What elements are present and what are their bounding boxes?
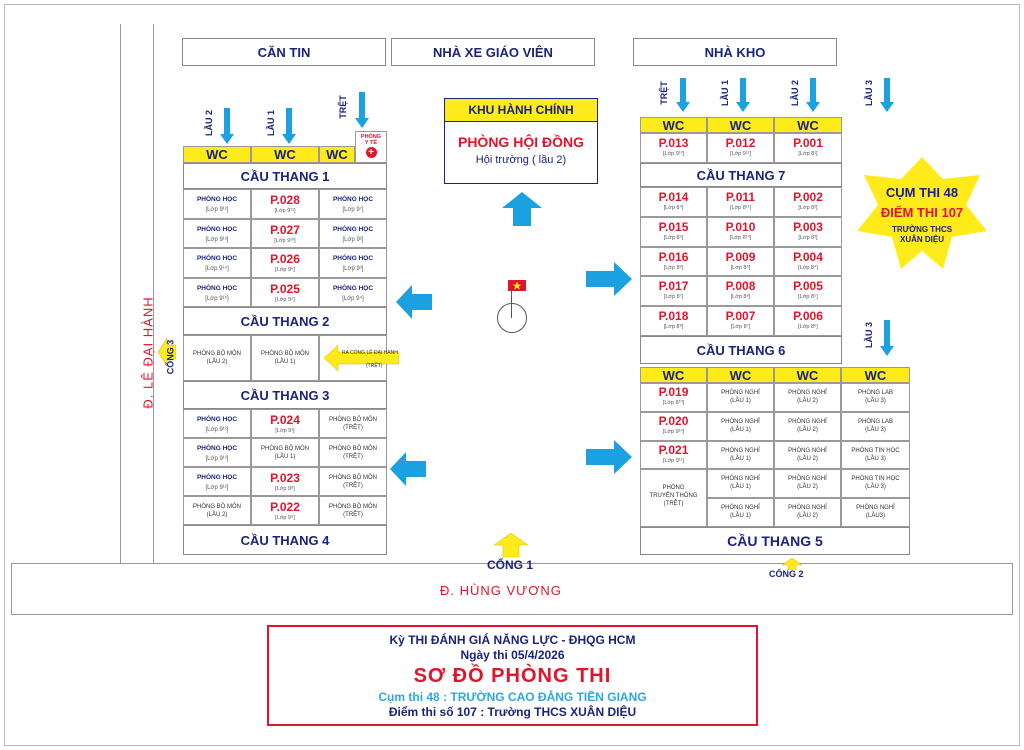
media-room-line-2: TRUYỀN THÔNG [649,493,698,500]
rest-room-name: PHÒNG LAB [857,418,893,425]
dept-room-mid-2 [251,335,319,381]
rest-room-name: PHÒNG NGHỈ [856,505,895,512]
exam-room-class: [Lớp 8⁶] [663,264,684,271]
exam-room-class: [Lớp 9⁹] [275,515,295,521]
exam-room-number: P.005 [793,279,823,294]
dept-room [319,467,387,496]
exam-room [640,133,707,163]
rest-room [707,412,774,441]
footer-title: SƠ ĐỒ PHÒNG THI [413,665,612,687]
class-room [319,189,387,219]
exam-room-class: [Lớp 9⁶] [275,267,295,273]
dept-room-name: PHÒNG BỘ MÔN [328,504,377,510]
footer-line-2: Ngày thi 05/4/2026 [460,648,565,662]
class-room-class: [Lớp 9¹³] [205,236,229,243]
exam-room [774,247,842,277]
dept-room-name: PHÒNG BỘ MÔN [328,475,377,481]
class-room [183,438,251,467]
exam-room-class: [Lớp 8¹¹] [729,205,752,211]
floor-arrow-label: LẦU 2 [790,79,801,107]
rest-room-name: PHÒNG NGHỈ [788,390,827,396]
road-bottom-label: Đ. HÙNG VƯƠNG [440,583,562,598]
stair-7: CẦU THANG 7 [640,163,842,187]
exam-room-class: [Lớp 8¹⁰] [729,234,752,241]
media-room [640,469,707,527]
exam-room-number: P.011 [725,190,756,204]
left-lower-rooms [183,409,387,525]
stair-5: CẦU THANG 5 [640,527,910,555]
exam-room-number: P.010 [725,219,756,234]
exam-room [640,383,707,412]
rest-room [774,383,841,412]
wc-right-lower-2: WC [707,367,774,383]
floor-arrow-label: LẦU 2 [204,109,215,137]
rest-room-name: PHÒNG NGHỈ [788,476,827,483]
exam-room-number: P.027 [270,222,300,237]
exam-room [640,217,707,247]
arrow-left-to-stair2-icon [396,285,432,319]
stair-2: CẦU THANG 2 [183,307,387,335]
rest-room [841,383,910,412]
floor-arrow-label: LẦU 1 [266,109,277,137]
rest-room-name: PHÒNG TIN HỌC [851,447,900,454]
dept-room [319,438,387,467]
arrow-left-to-stair4-icon [390,452,426,486]
exam-room-number: P.009 [725,249,756,264]
exam-room [640,187,707,217]
exam-room-class: [Lớp 9⁵] [275,296,295,303]
class-room-label: PHÒNG HỌC [332,284,374,292]
rest-room-name: PHÒNG NGHỈ [721,418,760,425]
exam-room-number: P.026 [270,252,300,266]
exam-room [774,306,842,336]
exam-room-class: [Lớp 9¹] [275,428,295,434]
warehouse-box: NHÀ KHO [633,38,837,66]
rest-room-floor: (LẦU 3) [865,398,886,404]
star-label-4: XUÂN DIỆU [899,235,944,244]
class-room-label: PHÒNG HỌC [332,196,374,203]
exam-room-class: [Lớp 8⁹] [730,264,751,271]
exam-room-number: P.018 [658,309,689,324]
arrow-up-to-admin-icon [502,192,542,226]
exam-room-class: [Lớp 8¹⁰] [662,400,685,406]
exam-room [707,133,774,163]
dept-room-floor: (LẦU 2) [206,512,228,518]
rest-room-floor: (LẦU 2) [797,513,818,520]
rest-room [841,498,910,527]
stair-6: CẦU THANG 6 [640,336,842,364]
rest-room-name: PHÒNG NGHỈ [721,390,760,396]
exam-room-class: [Lớp 9¹¹] [274,208,296,214]
exam-room-class: [Lớp 8⁶] [798,324,818,331]
exam-room-class: [Lớp 9⁸] [275,486,295,492]
wc-left-bottom-border [355,146,387,163]
footer-box [267,625,758,726]
rest-room [707,441,774,470]
floor-arrow-label: TRỆT [337,95,348,119]
exam-room [251,219,319,249]
stair-1: CẦU THANG 1 [183,163,387,189]
star-label-2: ĐIỂM THI 107 [880,205,964,220]
exam-room-class: [Lớp 9¹³] [662,151,685,157]
floor-arrow-icon [880,78,894,112]
dept-room-floor: (LẦU 1) [274,359,296,365]
dept-room-name: PHÒNG BỘ MÔN [192,351,241,357]
rest-room [841,412,910,441]
class-room-label: PHÒNG HỌC [196,255,238,262]
exam-room [251,496,319,525]
dept-room-floor: (LẦU 1) [274,454,296,460]
wc-right-lower-3: WC [774,367,841,383]
right-upper-top-rooms [640,133,842,163]
star-label-1: CỤM THI 48 [885,185,959,200]
exam-room [707,276,774,306]
class-room-class: [Lớp 9¹²] [205,427,229,433]
rest-room-floor: (LẦU 2) [797,426,818,433]
exam-room [774,276,842,306]
rest-room-floor: (LẦU 2) [797,455,818,462]
floor-arrow-icon [676,78,690,112]
wc-right-upper-1: WC [640,117,707,133]
exam-room [707,247,774,277]
canteen-box: CĂN TIN [182,38,386,66]
class-room-label: PHÒNG HỌC [196,225,238,233]
exam-room-number: P.020 [658,413,689,428]
dept-room-name: PHÒNG BỘ MÔN [328,446,377,452]
medical-label-2: Y TẾ [364,140,378,146]
exam-room [251,248,319,278]
gate1-label: CỔNG 1 [487,558,534,572]
exam-room-number: P.002 [793,190,823,204]
exam-room [707,306,774,336]
class-room-label: PHÒNG HỌC [196,416,238,423]
footer-line-1: Kỳ THI ĐÁNH GIÁ NĂNG LỰC - ĐHQG HCM [389,633,636,647]
dept-room-floor: (TRỆT) [343,512,363,518]
class-room [183,409,251,438]
exam-room-number: P.017 [658,279,689,294]
exam-room-number: P.003 [793,219,823,234]
arrow-right-to-stair6-icon [586,262,632,296]
right-upper-rooms [640,187,842,336]
rest-room-floor: (LẦU 3) [865,426,886,433]
rest-room-floor: (LẦU 1) [730,398,751,404]
rest-room-name: PHÒNG NGHỈ [721,447,760,454]
dept-room [251,438,319,467]
class-room-class: [Lớp 9¹²] [205,485,229,491]
class-room-label: PHÒNG HỌC [196,474,238,481]
class-room-class: [Lớp 9¹⁴] [205,266,229,272]
teacher-parking-box: NHÀ XE GIÁO VIÊN [391,38,595,66]
exam-room-number: P.022 [270,500,300,514]
exam-room [640,306,707,336]
exam-room-class: [Lớp 9¹²] [729,151,752,157]
exam-room-number: P.016 [658,249,689,264]
dept-room-name: PHÒNG BỘ MÔN [328,417,377,423]
exam-room-class: [Lớp 8¹] [798,151,818,157]
exam-room-number: P.023 [270,471,300,485]
class-room [319,219,387,249]
rest-room-name: PHÒNG NGHỈ [721,476,760,483]
class-room-label: PHÒNG HỌC [332,255,374,262]
wc-left-1: WC [183,146,251,163]
class-room [319,278,387,308]
exam-room-class: [Lớp 8⁵] [798,294,818,301]
exam-room-number: P.012 [725,136,756,150]
dept-room-floor: (TRỆT) [343,483,363,489]
class-room [319,248,387,278]
admin-sub: Hội trường ( lầu 2) [475,154,567,166]
exam-room [251,409,319,438]
floor-arrow-icon [220,108,234,144]
class-room-label: PHÒNG HỌC [196,445,238,452]
exam-room [251,278,319,308]
exam-room-class: [Lớp 9¹⁰] [662,428,685,435]
rest-room [707,498,774,527]
rest-room-name: PHÒNG NGHỈ [788,447,827,454]
rest-room-floor: (LẦU 2) [797,398,818,404]
road-left-label: Đ. LÊ ĐẠI HÀNH [140,296,156,409]
rest-room-floor: (LẦU 1) [730,513,751,520]
dept-room-name: PHÒNG BỘ MÔN [260,351,309,357]
exam-room [251,467,319,496]
class-room-class: [Lớp 9¹²] [205,207,229,213]
dept-room-name: PHÒNG BỘ MÔN [192,504,241,510]
wc-right-upper-3: WC [774,117,842,133]
class-room-class: [Lớp 9⁷] [342,207,364,213]
wc-left-2: WC [251,146,319,163]
class-room [183,278,251,308]
dept-room [319,496,387,525]
star-label-3: TRƯỜNG THCS [891,225,953,234]
exam-room-class: [Lớp 8⁷] [730,324,751,331]
exam-room [774,187,842,217]
rest-room-floor: (LẦU 1) [730,426,751,433]
class-room-label: PHÒNG HỌC [332,225,374,233]
exam-room-class: [Lớp 8⁵] [663,234,684,241]
gate3-label: CỔNG 3 [165,339,176,375]
floor-arrow-icon [880,320,894,356]
medical-label-1: PHÒNG [360,134,382,140]
flagpole-circle [497,303,527,333]
floor-arrow-label: TRỆT [658,81,669,105]
rest-room [841,441,910,470]
exit-arrow-sub: (TRỆT) [366,363,383,369]
exam-room-class: [Lớp 8⁸] [730,294,751,301]
exam-room [640,412,707,441]
exam-room [774,133,842,163]
right-lower-rooms [640,383,910,527]
class-room-class: [Lớp 9¹⁵] [205,295,229,302]
class-room [183,189,251,219]
exam-room-class: [Lớp 8³] [798,234,818,241]
rest-room [774,412,841,441]
class-room-class: [Lớp 9³] [342,266,364,272]
dept-room [319,409,387,438]
exam-room [640,441,707,470]
exit-arrow-icon [324,345,399,371]
exam-room-number: P.015 [658,219,689,234]
floor-arrow-label: LẦU 3 [864,79,875,107]
media-room-line-3: (TRỆT) [663,501,684,508]
exam-room-class: [Lớp 8²] [798,205,818,211]
dept-room-name: PHÒNG BỘ MÔN [260,446,309,452]
floor-arrow-label: LẦU 1 [720,79,731,107]
dept-room [183,496,251,525]
exam-room-number: P.014 [658,190,689,204]
exam-room-class: [Lớp 8⁸] [663,324,684,331]
exit-arrow-label: RA CỔNG LÊ ĐẠI HÀNH [342,350,398,356]
medical-cross-icon: + [366,147,377,158]
exam-room-number: P.028 [270,193,300,207]
stair-4: CẦU THANG 4 [183,525,387,555]
rest-room-floor: (LẦU3) [865,513,885,520]
exam-room-class: [Lớp 8⁷] [663,294,684,301]
gate1-arrow-icon [494,533,528,557]
flagpole [511,290,512,318]
arrow-right-to-stair5-icon [586,440,632,474]
stair-3: CẦU THANG 3 [183,381,387,409]
rest-room-name: PHÒNG NGHỈ [788,418,827,425]
class-room-label: PHÒNG HỌC [196,284,238,292]
wc-left-3: WC [319,146,355,163]
footer-line-4: Điểm thi số 107 : Trường THCS XUÂN DIỆU [388,705,637,719]
admin-room: PHÒNG HỘI ĐỒNG [457,134,584,150]
left-upper-rooms [183,189,387,307]
wc-right-lower-1: WC [640,367,707,383]
exam-room-number: P.007 [725,309,756,324]
exam-room [251,189,319,219]
rest-room [707,383,774,412]
exam-room-class: [Lớp 9¹⁰] [274,237,296,244]
rest-room [774,469,841,498]
floor-arrow-icon [736,78,750,112]
exam-room [774,217,842,247]
exam-room-number: P.013 [658,136,689,150]
rest-room-floor: (LẦU 3) [865,484,886,491]
class-room-class: [Lớp 9²] [342,236,364,243]
class-room [183,467,251,496]
floor-arrow-icon [355,92,369,128]
exam-room-number: P.021 [658,442,689,457]
exam-room [707,187,774,217]
gate2-label: CỔNG 2 [769,569,804,579]
rest-room-name: PHÒNG NGHỈ [788,505,827,512]
exam-room-class: [Lớp 8⁴] [663,205,684,211]
class-room [183,248,251,278]
rest-room-name: PHÒNG LAB [857,390,893,396]
floor-arrow-icon [806,78,820,112]
rest-room-floor: (LẦU 1) [730,484,751,491]
exam-room [707,217,774,247]
exam-room-number: P.006 [793,309,823,324]
class-room [183,219,251,249]
exam-room [640,247,707,277]
admin-block [444,98,598,184]
exam-room-number: P.019 [658,385,689,399]
class-room-class: [Lớp 9¹³] [205,456,229,462]
footer-line-3: Cụm thi 48 : TRƯỜNG CAO ĐẲNG TIỀN GIANG [378,690,647,704]
rest-room-name: PHÒNG TIN HỌC [851,476,900,483]
dept-room-mid-1 [183,335,251,381]
exam-room-number: P.004 [793,249,823,264]
class-room-class: [Lớp 9⁴] [342,295,364,302]
rest-room [707,469,774,498]
dept-room-floor: (TRỆT) [343,425,363,431]
exam-room-number: P.025 [270,281,300,296]
exam-room-class: [Lớp 9¹¹] [662,457,685,464]
exam-room-class: [Lớp 8⁴] [798,264,818,271]
rest-room-floor: (LẦU 1) [730,455,751,462]
exam-room-number: P.008 [725,279,756,294]
exam-room [640,276,707,306]
dept-room-floor: (LẦU 2) [206,359,228,365]
floor-arrow-label: LẦU 3 [864,321,875,349]
rest-room-floor: (LẦU 3) [865,455,886,462]
admin-title: KHU HÀNH CHÍNH [445,99,597,122]
rest-room [774,441,841,470]
media-room-line-1: PHÒNG [662,485,685,492]
rest-room-floor: (LẦU 2) [797,484,818,491]
floor-arrow-icon [282,108,296,144]
rest-room-name: PHÒNG NGHỈ [721,505,760,512]
rest-room [841,469,910,498]
wc-right-upper-2: WC [707,117,774,133]
dept-room-floor: (TRỆT) [343,454,363,460]
exam-room-number: P.024 [270,413,300,427]
rest-room [774,498,841,527]
class-room-label: PHÒNG HỌC [196,196,238,203]
road-le-dai-hanh-strip [120,24,154,564]
wc-right-lower-4: WC [841,367,910,383]
exam-room-number: P.001 [793,136,823,150]
